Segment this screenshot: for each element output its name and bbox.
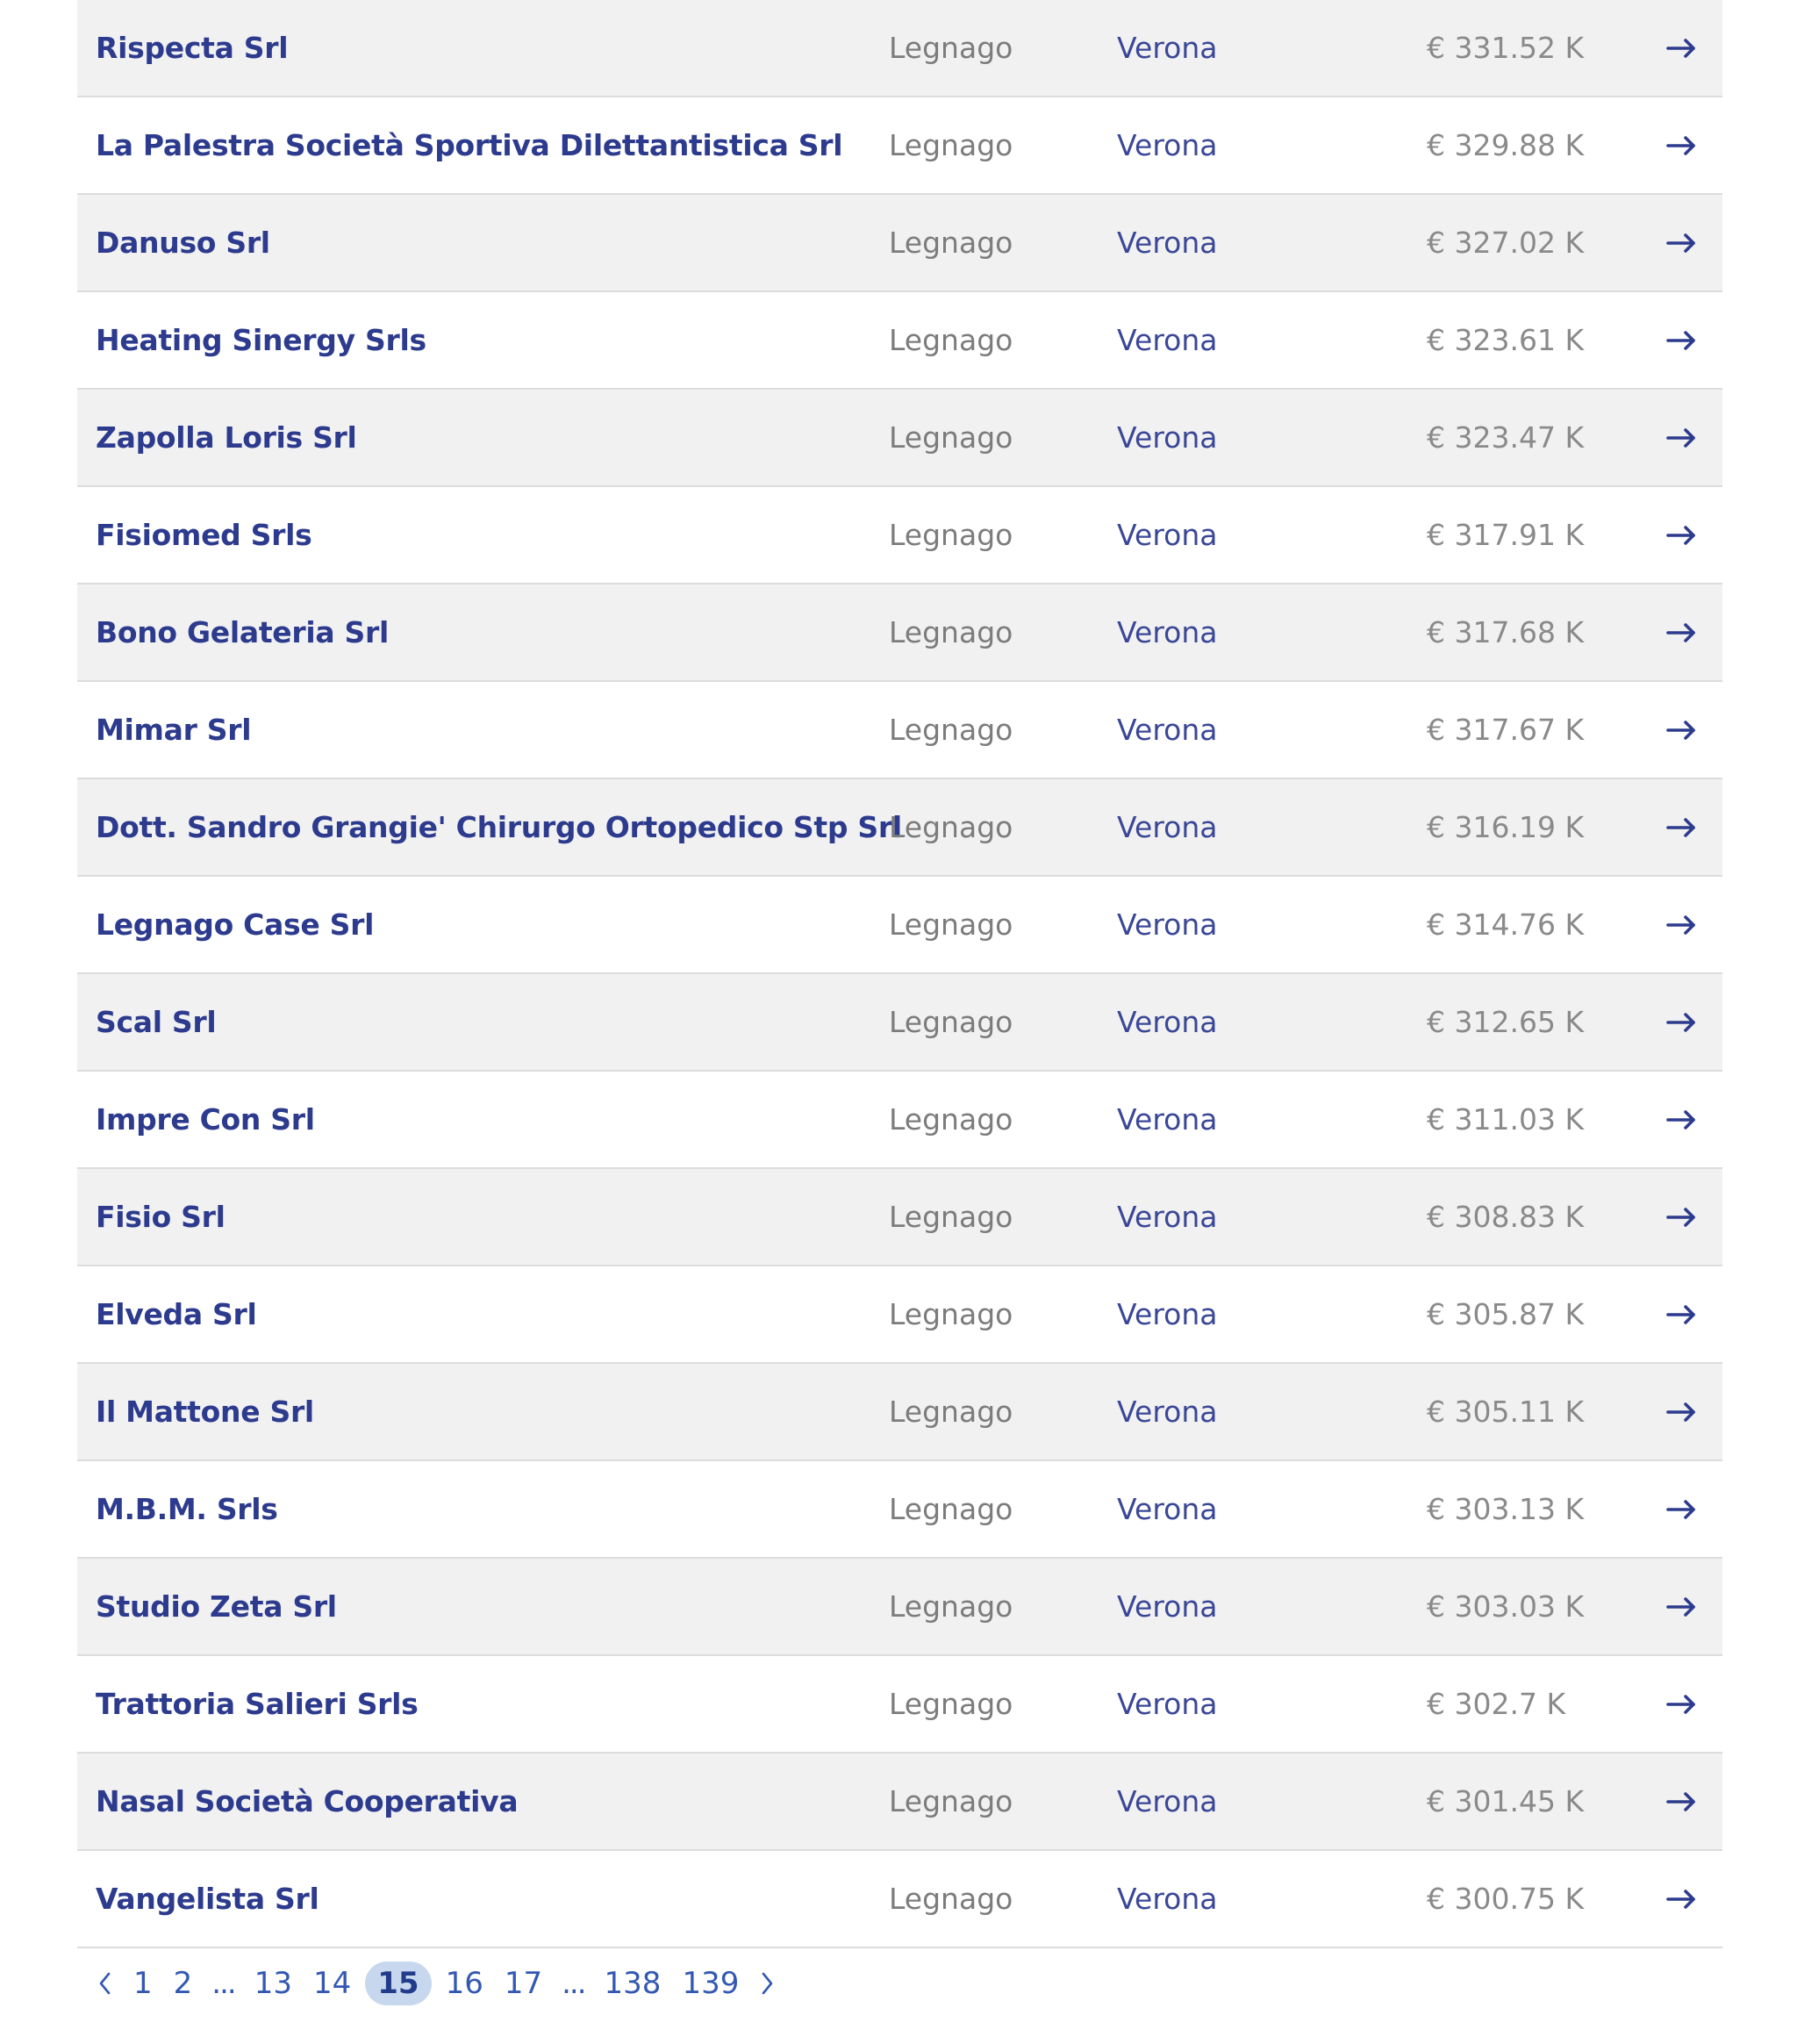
pagination-page-link[interactable]: 1 bbox=[133, 1966, 153, 2001]
arrow-right-icon[interactable] bbox=[1664, 195, 1699, 290]
pagination-page-link[interactable]: 138 bbox=[604, 1966, 662, 2001]
province-cell: Verona bbox=[1117, 1005, 1218, 1039]
city-cell: Legnago bbox=[889, 420, 1013, 455]
arrow-right-icon[interactable] bbox=[1664, 1364, 1699, 1459]
province-cell: Verona bbox=[1117, 128, 1218, 162]
province-cell: Verona bbox=[1117, 1102, 1218, 1137]
arrow-right-icon[interactable] bbox=[1664, 97, 1699, 193]
revenue-cell: € 305.11 K bbox=[1427, 1395, 1585, 1429]
pagination-page-link[interactable]: 17 bbox=[504, 1966, 543, 2001]
revenue-cell: € 302.7 K bbox=[1427, 1687, 1566, 1721]
table-row[interactable] bbox=[77, 97, 1722, 195]
arrow-right-icon[interactable] bbox=[1664, 0, 1699, 96]
company-name-link[interactable]: Bono Gelateria Srl bbox=[96, 615, 389, 649]
city-cell: Legnago bbox=[889, 1297, 1013, 1331]
revenue-cell: € 317.91 K bbox=[1427, 518, 1585, 552]
table-row[interactable] bbox=[77, 1266, 1722, 1364]
company-table bbox=[77, 0, 1722, 1948]
chevron-right-icon[interactable] bbox=[749, 1970, 784, 1997]
arrow-right-icon[interactable] bbox=[1664, 779, 1699, 875]
province-cell: Verona bbox=[1117, 713, 1218, 747]
arrow-right-icon[interactable] bbox=[1664, 487, 1699, 583]
company-name-link[interactable]: Heating Sinergy Srls bbox=[96, 323, 426, 357]
city-cell: Legnago bbox=[889, 31, 1013, 65]
table-row[interactable] bbox=[77, 585, 1722, 682]
province-cell: Verona bbox=[1117, 1687, 1218, 1721]
arrow-right-icon[interactable] bbox=[1664, 1072, 1699, 1167]
pagination bbox=[88, 1959, 784, 2008]
arrow-right-icon[interactable] bbox=[1664, 974, 1699, 1070]
table-row[interactable] bbox=[77, 1364, 1722, 1461]
arrow-right-icon[interactable] bbox=[1664, 877, 1699, 972]
company-name-link[interactable]: Zapolla Loris Srl bbox=[96, 420, 357, 455]
revenue-cell: € 305.87 K bbox=[1427, 1297, 1585, 1331]
pagination-page-link[interactable]: 2 bbox=[173, 1966, 193, 2001]
pagination-ellipsis: ... bbox=[562, 1966, 585, 2001]
revenue-cell: € 314.76 K bbox=[1427, 907, 1585, 942]
pagination-page-link[interactable]: 14 bbox=[312, 1966, 352, 2001]
table-row[interactable] bbox=[77, 487, 1722, 585]
company-name-link[interactable]: M.B.M. Srls bbox=[96, 1492, 278, 1526]
company-name-link[interactable]: La Palestra Società Sportiva Dilettantistica Srl bbox=[96, 128, 843, 162]
arrow-right-icon[interactable] bbox=[1664, 585, 1699, 680]
city-cell: Legnago bbox=[889, 323, 1013, 357]
arrow-right-icon[interactable] bbox=[1664, 1266, 1699, 1362]
city-cell: Legnago bbox=[889, 1395, 1013, 1429]
city-cell: Legnago bbox=[889, 1784, 1013, 1818]
company-name-link[interactable]: Legnago Case Srl bbox=[96, 907, 375, 942]
arrow-right-icon[interactable] bbox=[1664, 1559, 1699, 1654]
province-cell: Verona bbox=[1117, 518, 1218, 552]
arrow-right-icon[interactable] bbox=[1664, 1754, 1699, 1849]
table-row[interactable] bbox=[77, 292, 1722, 390]
city-cell: Legnago bbox=[889, 1005, 1013, 1039]
company-name-link[interactable]: Dott. Sandro Grangie' Chirurgo Ortopedico Stp Srl bbox=[96, 810, 902, 844]
chevron-left-icon[interactable] bbox=[88, 1970, 123, 1997]
city-cell: Legnago bbox=[889, 713, 1013, 747]
table-row[interactable] bbox=[77, 1559, 1722, 1656]
arrow-right-icon[interactable] bbox=[1664, 1169, 1699, 1265]
company-name-link[interactable]: Scal Srl bbox=[96, 1005, 217, 1039]
revenue-cell: € 317.68 K bbox=[1427, 615, 1585, 649]
revenue-cell: € 301.45 K bbox=[1427, 1784, 1585, 1818]
revenue-cell: € 316.19 K bbox=[1427, 810, 1585, 844]
revenue-cell: € 312.65 K bbox=[1427, 1005, 1585, 1039]
table-row[interactable] bbox=[77, 1754, 1722, 1851]
province-cell: Verona bbox=[1117, 1589, 1218, 1624]
revenue-cell: € 327.02 K bbox=[1427, 226, 1585, 260]
company-name-link[interactable]: Nasal Società Cooperativa bbox=[96, 1784, 519, 1818]
city-cell: Legnago bbox=[889, 1589, 1013, 1624]
revenue-cell: € 303.03 K bbox=[1427, 1589, 1585, 1624]
arrow-right-icon[interactable] bbox=[1664, 682, 1699, 778]
province-cell: Verona bbox=[1117, 420, 1218, 455]
arrow-right-icon[interactable] bbox=[1664, 1461, 1699, 1557]
company-name-link[interactable]: Rispecta Srl bbox=[96, 31, 289, 65]
arrow-right-icon[interactable] bbox=[1664, 292, 1699, 388]
province-cell: Verona bbox=[1117, 1200, 1218, 1234]
revenue-cell: € 323.61 K bbox=[1427, 323, 1585, 357]
province-cell: Verona bbox=[1117, 907, 1218, 942]
city-cell: Legnago bbox=[889, 615, 1013, 649]
arrow-right-icon[interactable] bbox=[1664, 390, 1699, 485]
company-name-link[interactable]: Fisio Srl bbox=[96, 1200, 226, 1234]
table-row[interactable] bbox=[77, 974, 1722, 1072]
table-row[interactable] bbox=[77, 1656, 1722, 1754]
city-cell: Legnago bbox=[889, 128, 1013, 162]
city-cell: Legnago bbox=[889, 907, 1013, 942]
pagination-page-link[interactable]: 16 bbox=[445, 1966, 483, 2001]
province-cell: Verona bbox=[1117, 615, 1218, 649]
company-name-link[interactable]: Danuso Srl bbox=[96, 226, 270, 260]
company-name-link[interactable]: Fisiomed Srls bbox=[96, 518, 312, 552]
revenue-cell: € 323.47 K bbox=[1427, 420, 1585, 455]
table-row[interactable] bbox=[77, 1461, 1722, 1559]
arrow-right-icon[interactable] bbox=[1664, 1656, 1699, 1752]
arrow-right-icon[interactable] bbox=[1664, 1851, 1699, 1947]
city-cell: Legnago bbox=[889, 1200, 1013, 1234]
city-cell: Legnago bbox=[889, 226, 1013, 260]
company-name-link[interactable]: Vangelista Srl bbox=[96, 1882, 319, 1916]
city-cell: Legnago bbox=[889, 1102, 1013, 1137]
province-cell: Verona bbox=[1117, 1492, 1218, 1526]
table-row[interactable] bbox=[77, 682, 1722, 779]
company-name-link[interactable]: Elveda Srl bbox=[96, 1297, 257, 1331]
table-row[interactable] bbox=[77, 1072, 1722, 1169]
city-cell: Legnago bbox=[889, 1492, 1013, 1526]
province-cell: Verona bbox=[1117, 810, 1218, 844]
pagination-page-link[interactable]: 13 bbox=[254, 1966, 292, 2001]
company-name-link[interactable]: Il Mattone Srl bbox=[96, 1395, 314, 1429]
pagination-ellipsis: ... bbox=[211, 1966, 235, 2001]
revenue-cell: € 300.75 K bbox=[1427, 1882, 1585, 1916]
revenue-cell: € 308.83 K bbox=[1427, 1200, 1585, 1234]
revenue-cell: € 317.67 K bbox=[1427, 713, 1585, 747]
table-row[interactable] bbox=[77, 877, 1722, 974]
table-row[interactable] bbox=[77, 779, 1722, 877]
province-cell: Verona bbox=[1117, 1882, 1218, 1916]
revenue-cell: € 303.13 K bbox=[1427, 1492, 1585, 1526]
table-row[interactable] bbox=[77, 195, 1722, 292]
city-cell: Legnago bbox=[889, 518, 1013, 552]
pagination-current-page[interactable]: 15 bbox=[365, 1962, 431, 2005]
company-name-link[interactable]: Trattoria Salieri Srls bbox=[96, 1687, 419, 1721]
table-row[interactable] bbox=[77, 1851, 1722, 1948]
company-name-link[interactable]: Studio Zeta Srl bbox=[96, 1589, 337, 1624]
company-name-link[interactable]: Mimar Srl bbox=[96, 713, 252, 747]
province-cell: Verona bbox=[1117, 323, 1218, 357]
province-cell: Verona bbox=[1117, 1395, 1218, 1429]
province-cell: Verona bbox=[1117, 31, 1218, 65]
city-cell: Legnago bbox=[889, 1882, 1013, 1916]
revenue-cell: € 311.03 K bbox=[1427, 1102, 1585, 1137]
province-cell: Verona bbox=[1117, 1784, 1218, 1818]
revenue-cell: € 331.52 K bbox=[1427, 31, 1585, 65]
table-row[interactable] bbox=[77, 0, 1722, 97]
city-cell: Legnago bbox=[889, 1687, 1013, 1721]
province-cell: Verona bbox=[1117, 226, 1218, 260]
province-cell: Verona bbox=[1117, 1297, 1218, 1331]
city-cell: Legnago bbox=[889, 810, 1013, 844]
revenue-cell: € 329.88 K bbox=[1427, 128, 1585, 162]
pagination-page-link[interactable]: 139 bbox=[682, 1966, 740, 2001]
table-row[interactable] bbox=[77, 1169, 1722, 1266]
company-name-link[interactable]: Impre Con Srl bbox=[96, 1102, 315, 1137]
table-row[interactable] bbox=[77, 390, 1722, 487]
